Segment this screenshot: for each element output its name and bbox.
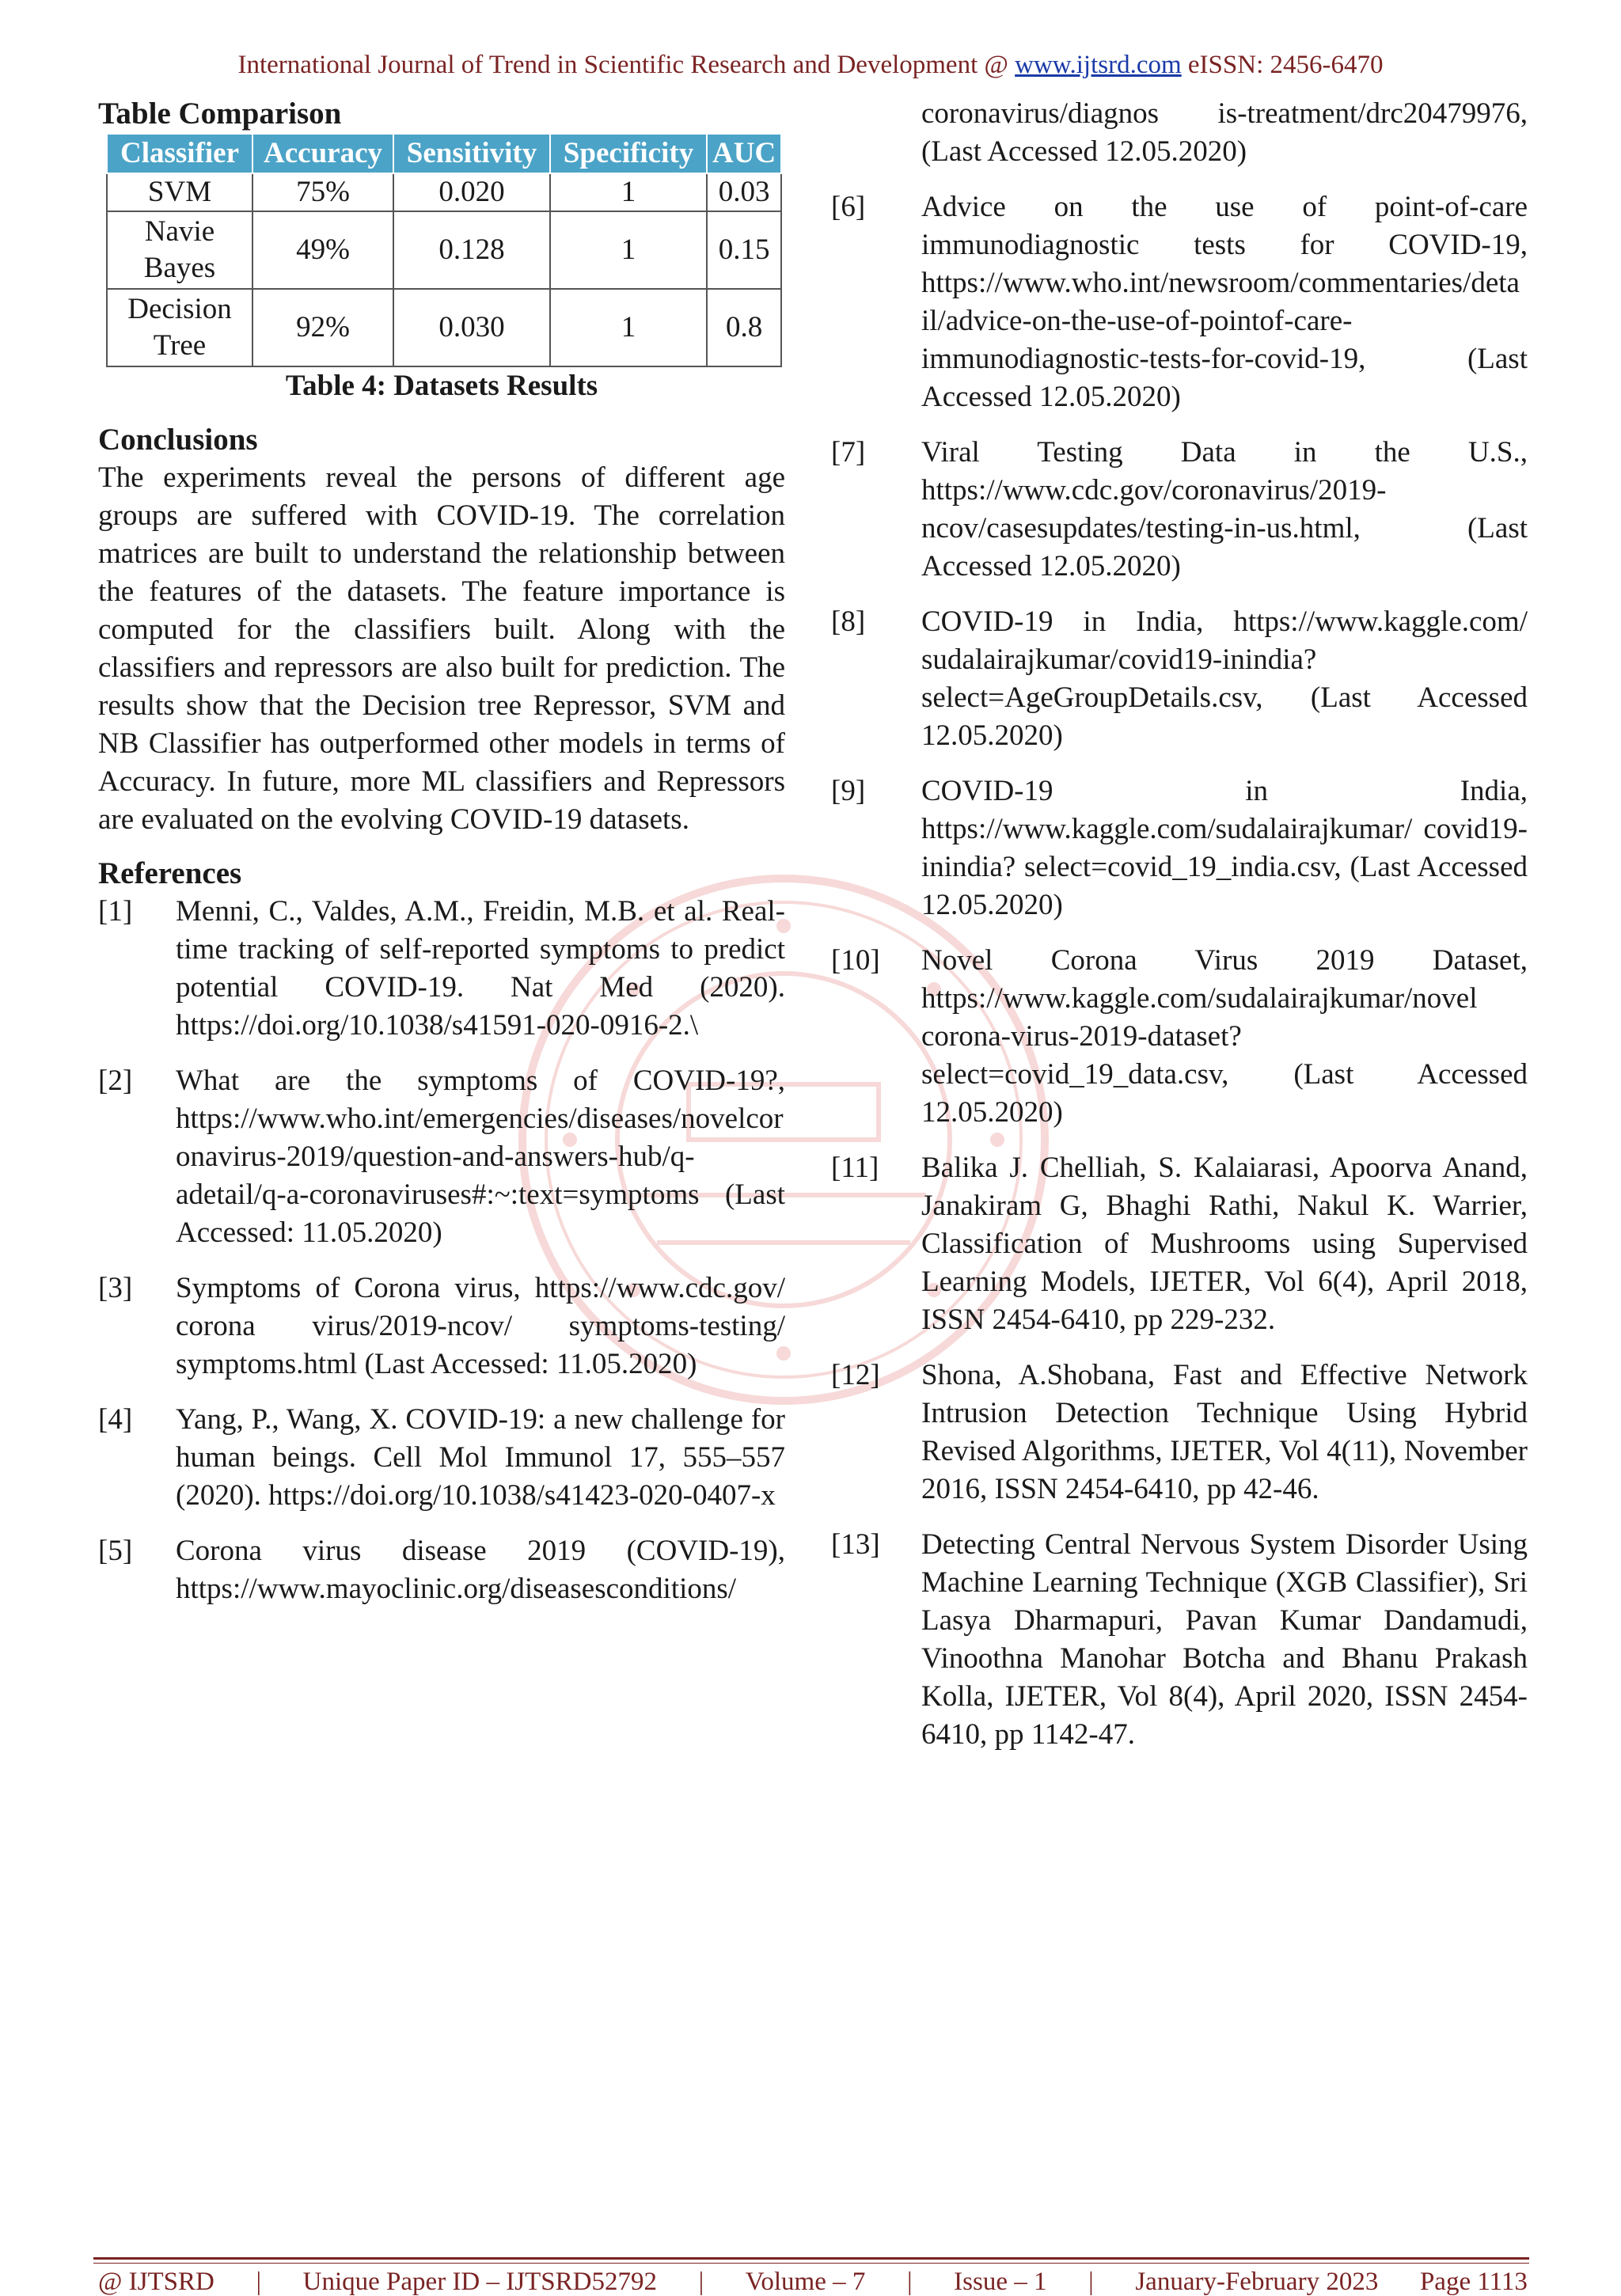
conclusions-heading: Conclusions (98, 423, 258, 457)
references-heading: References (98, 856, 242, 890)
reference-number: [5] (98, 1535, 133, 1567)
footer-journal: @ IJTSRD (98, 2268, 214, 2296)
table-header-row (107, 134, 781, 173)
reference-list-left (98, 893, 785, 1608)
reference-item (831, 1357, 1528, 1509)
footer-volume: Volume – 7 (745, 2268, 866, 2296)
table-cell: 1 (550, 289, 707, 366)
table-cell: 0.03 (707, 173, 781, 211)
reference-number: [9] (831, 775, 866, 807)
reference-text: Viral Testing Data in the U.S., https://www.cdc.gov/coronavirus/2019-ncov/casesupdates/testing-in-us.html, (Last Accessed 12.05.2020) (921, 436, 1528, 583)
left-column (98, 95, 785, 1626)
footer-rule (93, 2257, 1529, 2260)
footer-separator: | (698, 2268, 704, 2296)
reference-number: [12] (831, 1359, 880, 1391)
reference-number: [4] (98, 1403, 133, 1436)
reference-item (831, 1526, 1528, 1754)
reference-item (831, 603, 1528, 755)
footer-page-number: Page 1113 (1419, 2268, 1528, 2296)
reference-item (98, 1532, 785, 1608)
footer-issue: Issue – 1 (954, 2268, 1047, 2296)
footer-separator: | (1088, 2268, 1094, 2296)
reference-item (98, 1401, 785, 1515)
table-column-header: Sensitivity (393, 134, 550, 173)
reference-text: Symptoms of Corona virus, https://www.cdc.gov/ corona virus/2019-ncov/ symptoms-testing/ symptoms.html (Last Accessed: 11.05.2020) (176, 1272, 785, 1380)
table-column-header: Specificity (550, 134, 707, 173)
reference-number: [8] (831, 605, 866, 638)
reference-text: Balika J. Chelliah, S. Kalaiarasi, Apoorva Anand, Janakiram G, Bhaghi Rathi, Nakul K. Warrier, Classification of Mushrooms using Supervised Learning Models, IJETER, Vol 6(4), April 2018, ISSN 2454-6410, pp 229-232. (921, 1152, 1528, 1336)
table-cell: 0.128 (393, 211, 550, 289)
table-cell: Decision Tree (107, 289, 252, 366)
reference-number: [7] (831, 436, 866, 469)
table-cell: 1 (550, 211, 707, 289)
reference-number: [10] (831, 944, 880, 977)
table-cell: 0.8 (707, 289, 781, 366)
reference-text: COVID-19 in India, https://www.kaggle.com/ sudalairajkumar/covid19-inindia? select=AgeGroupDetails.csv, (Last Accessed 12.05.2020) (921, 605, 1528, 752)
reference-number: [11] (831, 1152, 879, 1184)
table-column-header: AUC (707, 134, 781, 173)
table-cell: SVM (107, 173, 252, 211)
table-cell: 1 (550, 173, 707, 211)
header-url-link[interactable]: www.ijtsrd.com (1015, 51, 1182, 79)
table-cell: Navie Bayes (107, 211, 252, 289)
reference-text: Menni, C., Valdes, A.M., Freidin, M.B. et al. Real-time tracking of self-reported symptoms to predict potential COVID-19. Nat Med (2020). https://doi.org/10.1038/s41591-020-0916-2.\ (176, 895, 785, 1042)
reference-item (98, 893, 785, 1045)
footer-separator: | (906, 2268, 913, 2296)
table-row (107, 289, 781, 366)
reference-item (98, 1269, 785, 1383)
table-column-header: Classifier (107, 134, 252, 173)
reference-item (831, 942, 1528, 1132)
table-column-header: Accuracy (252, 134, 393, 173)
reference-text: COVID-19 in India, https://www.kaggle.com/sudalairajkumar/ covid19-inindia? select=covid_19_india.csv, (Last Accessed 12.05.2020) (921, 775, 1528, 921)
table-cell: 0.020 (393, 173, 550, 211)
reference-text: What are the symptoms of COVID-19?, https://www.who.int/emergencies/diseases/novelcoronavirus-2019/question-and-answers-hub/q-adetail/q-a-coronaviruses#:~:text=symptoms (Last Accessed: 11.05.2020) (176, 1065, 785, 1249)
table-cell: 75% (252, 173, 393, 211)
reference-item (831, 434, 1528, 586)
reference-text: coronavirus/diagnos is-treatment/drc20479976, (Last Accessed 12.05.2020) (921, 97, 1528, 168)
reference-text: Shona, A.Shobana, Fast and Effective Network Intrusion Detection Technique Using Hybrid Revised Algorithms, IJETER, Vol 4(11), November 2016, ISSN 2454-6410, pp 42-46. (921, 1359, 1528, 1505)
table-cell: 0.15 (707, 211, 781, 289)
reference-text: Corona virus disease 2019 (COVID-19), https://www.mayoclinic.org/diseasesconditions/ (176, 1535, 785, 1605)
footer-paper-id: Unique Paper ID – IJTSRD52792 (302, 2268, 657, 2296)
reference-text: Detecting Central Nervous System Disorder Using Machine Learning Technique (XGB Classifier), Sri Lasya Dharmapuri, Pavan Kumar Dandamudi, Vinoothna Manohar Botcha and Bhanu Prakash Kolla, IJETER, Vol 8(4), April 2020, ISSN 2454-6410, pp 1142-47. (921, 1528, 1528, 1751)
table-heading: Table Comparison (98, 97, 342, 131)
table-cell: 49% (252, 211, 393, 289)
reference-number: [13] (831, 1528, 880, 1561)
table-cell: 0.030 (393, 289, 550, 366)
right-column (831, 95, 1528, 1771)
reference-continuation (831, 95, 1528, 171)
reference-text: Novel Corona Virus 2019 Dataset, https://www.kaggle.com/sudalairajkumar/novel corona-virus-2019-dataset? select=covid_19_data.csv, (Last Accessed 12.05.2020) (921, 944, 1528, 1129)
table-caption: Table 4: Datasets Results (285, 370, 598, 402)
header-issn: eISSN: 2456-6470 (1181, 51, 1384, 79)
table-row (107, 211, 781, 289)
footer-separator: | (256, 2268, 262, 2296)
footer-rule-thin (93, 2263, 1529, 2264)
conclusions-paragraph: The experiments reveal the persons of different age groups are suffered with COVID-19. The correlation matrices are built to understand the relationship between the features of the datasets. The feature importance is computed for the classifiers built. Along with the classifiers and repressors are also built for prediction. The results show that the Decision tree Repressor, SVM and NB Classifier has outperformed other models in terms of Accuracy. In future, more ML classifiers and Repressors are evaluated on the evolving COVID-19 datasets. (98, 461, 785, 836)
table-cell: 92% (252, 289, 393, 366)
header-journal-name: International Journal of Trend in Scientific Research and Development @ (237, 51, 1015, 79)
reference-item (98, 1062, 785, 1252)
footer-date: January-February 2023 (1135, 2268, 1379, 2296)
reference-text: Advice on the use of point-of-care immunodiagnostic tests for COVID-19, https://www.who.int/newsroom/commentaries/detail/advice-on-the-use-of-pointof-care-immunodiagnostic-tests-for-covid-19, (Last Accessed 12.05.2020) (921, 191, 1528, 413)
reference-item (831, 1149, 1528, 1339)
running-header (0, 51, 1621, 80)
running-footer (98, 2270, 1528, 2294)
reference-item (831, 772, 1528, 924)
reference-number: [2] (98, 1065, 133, 1097)
reference-number: [3] (98, 1272, 133, 1304)
classifier-comparison-table (106, 133, 782, 367)
reference-number: [6] (831, 191, 866, 223)
table-row (107, 173, 781, 211)
reference-item (831, 188, 1528, 416)
reference-number: [1] (98, 895, 133, 928)
reference-text: Yang, P., Wang, X. COVID-19: a new challenge for human beings. Cell Mol Immunol 17, 555–557 (2020). https://doi.org/10.1038/s41423-020-0407-x (176, 1403, 785, 1512)
